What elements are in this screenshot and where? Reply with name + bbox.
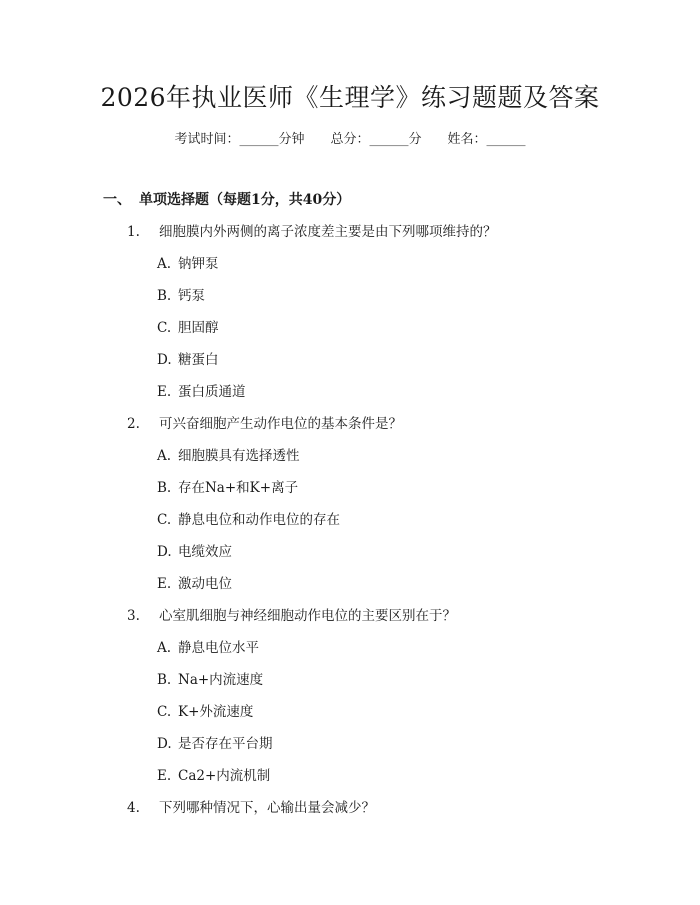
- option-text: 静息电位水平: [178, 640, 259, 656]
- question-2: [127, 412, 402, 436]
- question-4: [127, 796, 375, 820]
- question-2-option-a: [157, 444, 300, 468]
- question-1-option-e: [157, 380, 246, 404]
- option-letter: D.: [157, 736, 172, 752]
- question-3-option-c: [157, 700, 253, 724]
- option-letter: E.: [157, 384, 172, 400]
- option-text: 激动电位: [178, 576, 232, 592]
- option-text: 细胞膜具有选择透性: [178, 448, 300, 464]
- question-text: 细胞膜内外两侧的离子浓度差主要是由下列哪项维持的？: [159, 224, 497, 240]
- option-text: 是否存在平台期: [178, 736, 273, 752]
- question-number: 1.: [127, 224, 140, 240]
- option-letter: A.: [157, 256, 172, 272]
- option-letter: B.: [157, 288, 172, 304]
- option-text: Na+内流速度: [178, 672, 264, 688]
- question-1-option-d: [157, 348, 219, 372]
- question-2-option-b: [157, 476, 298, 500]
- question-2-option-e: [157, 572, 232, 596]
- option-text: Ca2+内流机制: [178, 768, 271, 784]
- exam-time-field: 考试时间：______分钟: [174, 132, 305, 147]
- section-heading: [103, 188, 350, 212]
- option-letter: A.: [157, 640, 172, 656]
- option-text: 糖蛋白: [178, 352, 219, 368]
- option-text: 存在Na+和K+离子: [178, 480, 299, 496]
- option-letter: D.: [157, 352, 172, 368]
- question-3: [127, 604, 456, 628]
- option-letter: B.: [157, 672, 172, 688]
- question-text: 可兴奋细胞产生动作电位的基本条件是？: [159, 416, 402, 432]
- option-text: 钙泵: [178, 288, 205, 304]
- question-1-option-c: [157, 316, 219, 340]
- option-text: 静息电位和动作电位的存在: [178, 512, 340, 528]
- question-3-option-d: [157, 732, 273, 756]
- option-letter: C.: [157, 320, 172, 336]
- question-text: 下列哪种情况下，心输出量会减少？: [159, 800, 375, 816]
- question-1-option-b: [157, 284, 205, 308]
- exam-meta: [0, 128, 700, 152]
- section-title: 单项选择题（每题1分，共40分）: [139, 192, 351, 208]
- exam-title: 2026年执业医师《生理学》练习题题及答案: [100, 83, 600, 112]
- option-letter: C.: [157, 704, 172, 720]
- option-letter: B.: [157, 480, 172, 496]
- option-letter: D.: [157, 544, 172, 560]
- option-letter: E.: [157, 768, 172, 784]
- question-number: 4.: [127, 800, 140, 816]
- question-3-option-a: [157, 636, 259, 660]
- option-letter: A.: [157, 448, 172, 464]
- option-text: 钠钾泵: [178, 256, 219, 272]
- option-text: 蛋白质通道: [178, 384, 246, 400]
- total-score-field: 总分：______分: [330, 132, 422, 147]
- option-letter: E.: [157, 576, 172, 592]
- option-text: 胆固醇: [178, 320, 219, 336]
- question-1-option-a: [157, 252, 219, 276]
- question-number: 2.: [127, 416, 140, 432]
- student-name-field: 姓名：______: [447, 132, 526, 147]
- option-text: 电缆效应: [178, 544, 232, 560]
- option-letter: C.: [157, 512, 172, 528]
- question-2-option-c: [157, 508, 340, 532]
- question-3-option-b: [157, 668, 263, 692]
- question-2-option-d: [157, 540, 232, 564]
- question-1: [127, 220, 497, 244]
- question-text: 心室肌细胞与神经细胞动作电位的主要区别在于？: [159, 608, 456, 624]
- option-text: K+外流速度: [178, 704, 254, 720]
- question-3-option-e: [157, 764, 270, 788]
- question-number: 3.: [127, 608, 140, 624]
- section-number: 一、: [103, 192, 131, 208]
